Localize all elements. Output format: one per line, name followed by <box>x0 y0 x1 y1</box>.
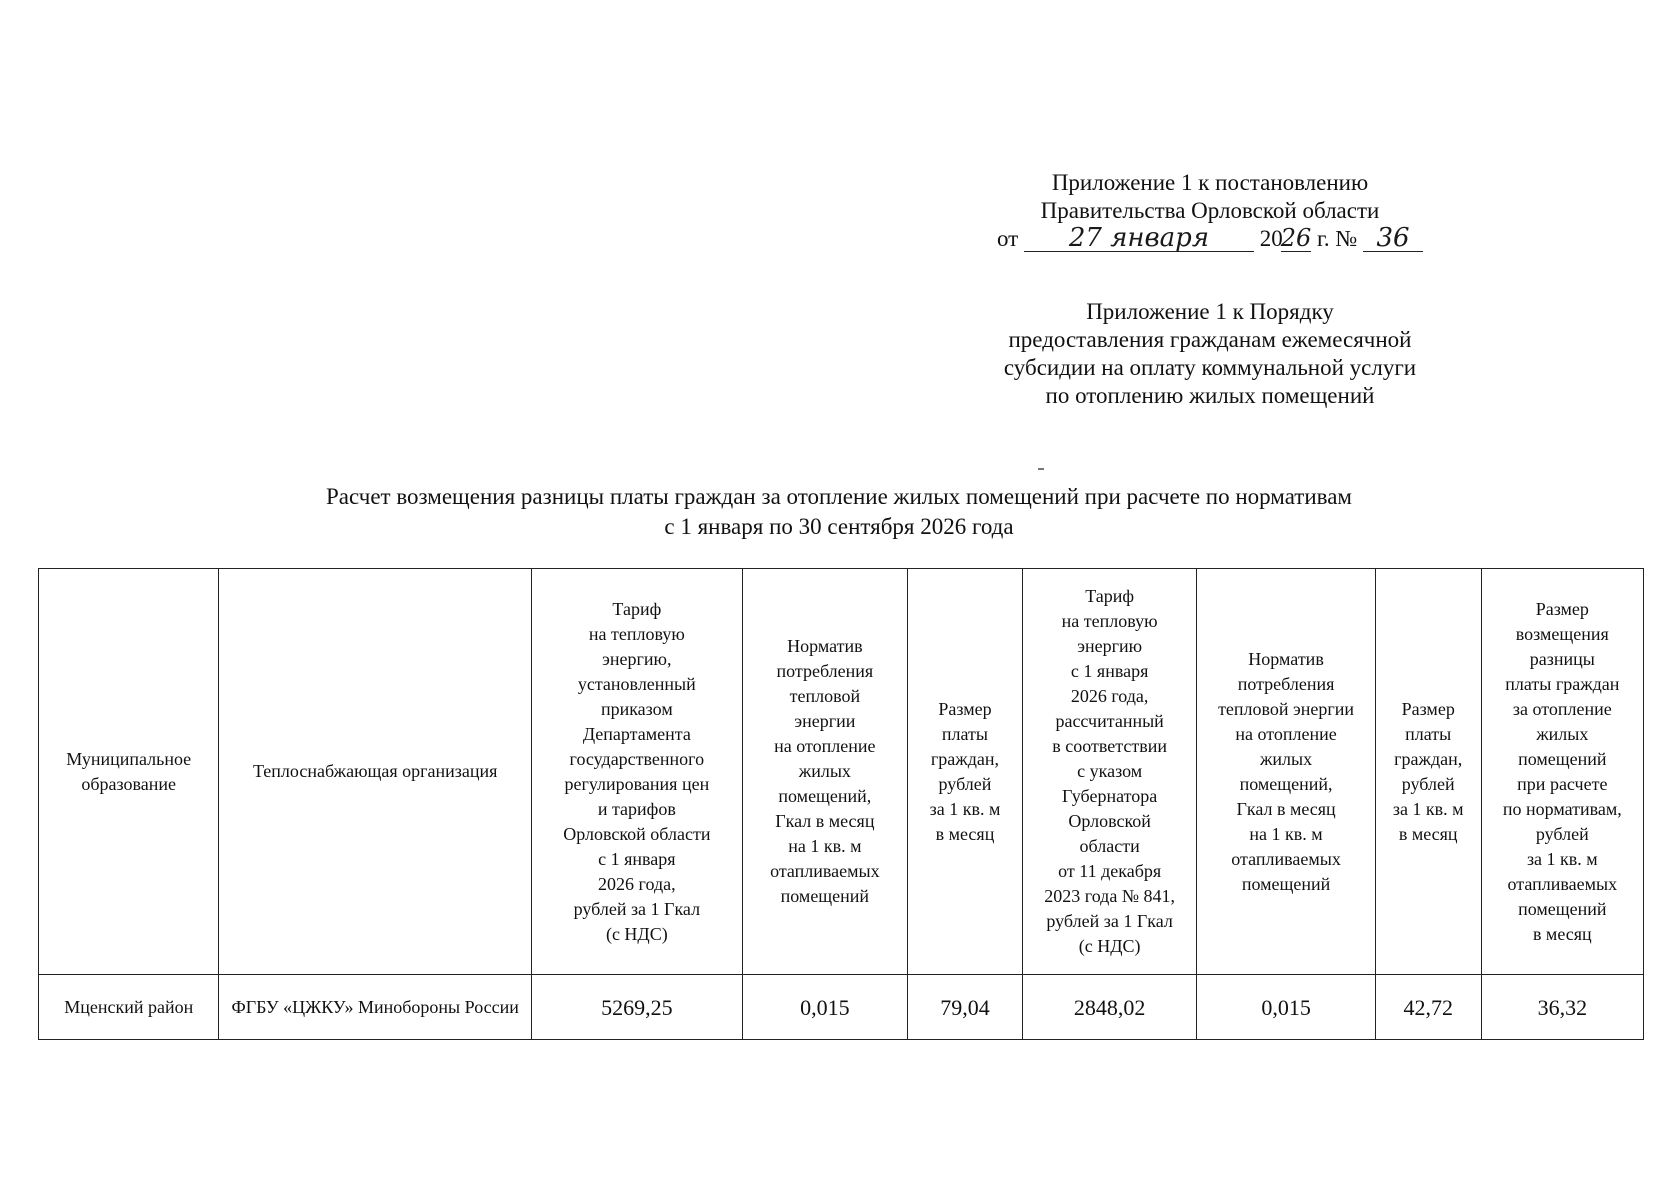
appendix-2-line-4: по отоплению жилых помещений <box>1045 383 1375 408</box>
header-heat-supplier: Теплоснабжающая организация <box>219 569 532 975</box>
cell-tariff-decree: 2848,02 <box>1022 975 1196 1040</box>
cell-municipality: Мценский район <box>39 975 219 1040</box>
document-title-line-2: с 1 января по 30 сентября 2026 года <box>664 514 1014 539</box>
header-municipality: Муниципальное образование <box>39 569 219 975</box>
appendix-1-date-line <box>930 225 1490 253</box>
header-compensation: Размер возмещения разницы платы граждан за отопление жилых помещений при расчете по нормативам, рублей за 1 кв. м отапливаемых помещений в месяц <box>1481 569 1643 975</box>
scan-speck <box>1038 468 1044 470</box>
appendix-1-line-1: Приложение 1 к постановлению <box>1051 170 1369 195</box>
handwritten-number: 36 <box>1363 225 1423 252</box>
cell-compensation: 36,32 <box>1481 975 1643 1040</box>
appendix-2-line-3: субсидии на оплату коммунальной услуги <box>1003 355 1417 380</box>
header-tariff-decree: Тариф на тепловую энергию с 1 января 2026 года, рассчитанный в соответствии с указом Губернатора Орловской области от 11 декабря 2023 года № 841, рублей за 1 Гкал (с НДС) <box>1022 569 1196 975</box>
appendix-2-line-2: предоставления гражданам ежемесячной <box>1008 327 1412 352</box>
appendix-2-block <box>930 298 1490 410</box>
appendix-2-line-1: Приложение 1 к Порядку <box>1086 299 1334 324</box>
header-tariff-department: Тариф на тепловую энергию, установленный приказом Департамента государственного регулирования цен и тарифов Орловской области с 1 января 2026 года, рублей за 1 Гкал (с НДС) <box>531 569 742 975</box>
calculation-table <box>38 568 1644 1040</box>
document-title-line-1: Расчет возмещения разницы платы граждан за отопление жилых помещений при расчете по нормативам <box>326 484 1352 509</box>
handwritten-year: 26 <box>1280 224 1312 252</box>
appendix-1-block <box>930 169 1490 253</box>
cell-consumption-norm-2: 0,015 <box>1197 975 1375 1040</box>
appendix-1-line-2: Правительства Орловской области <box>1040 198 1380 223</box>
header-consumption-norm-1: Норматив потребления тепловой энергии на отопление жилых помещений, Гкал в месяц на 1 кв. м отапливаемых помещений <box>742 569 907 975</box>
table-row <box>39 975 1644 1040</box>
document-title <box>0 482 1678 542</box>
header-consumption-norm-2: Норматив потребления тепловой энергии на отопление жилых помещений, Гкал в месяц на 1 кв. м отапливаемых помещений <box>1197 569 1375 975</box>
year-prefix: 20 <box>1259 226 1283 251</box>
header-payment-1: Размер платы граждан, рублей за 1 кв. м в месяц <box>908 569 1023 975</box>
cell-tariff-department: 5269,25 <box>531 975 742 1040</box>
cell-consumption-norm-1: 0,015 <box>742 975 907 1040</box>
cell-payment-1: 79,04 <box>908 975 1023 1040</box>
handwritten-date: 27 января <box>1024 225 1254 252</box>
header-payment-2: Размер платы граждан, рублей за 1 кв. м в месяц <box>1375 569 1481 975</box>
table-header-row <box>39 569 1644 975</box>
year-number-label: г. № <box>1317 226 1358 251</box>
cell-heat-supplier: ФГБУ «ЦЖКУ» Минобороны России <box>219 975 532 1040</box>
date-prefix: от <box>996 226 1019 251</box>
cell-payment-2: 42,72 <box>1375 975 1481 1040</box>
